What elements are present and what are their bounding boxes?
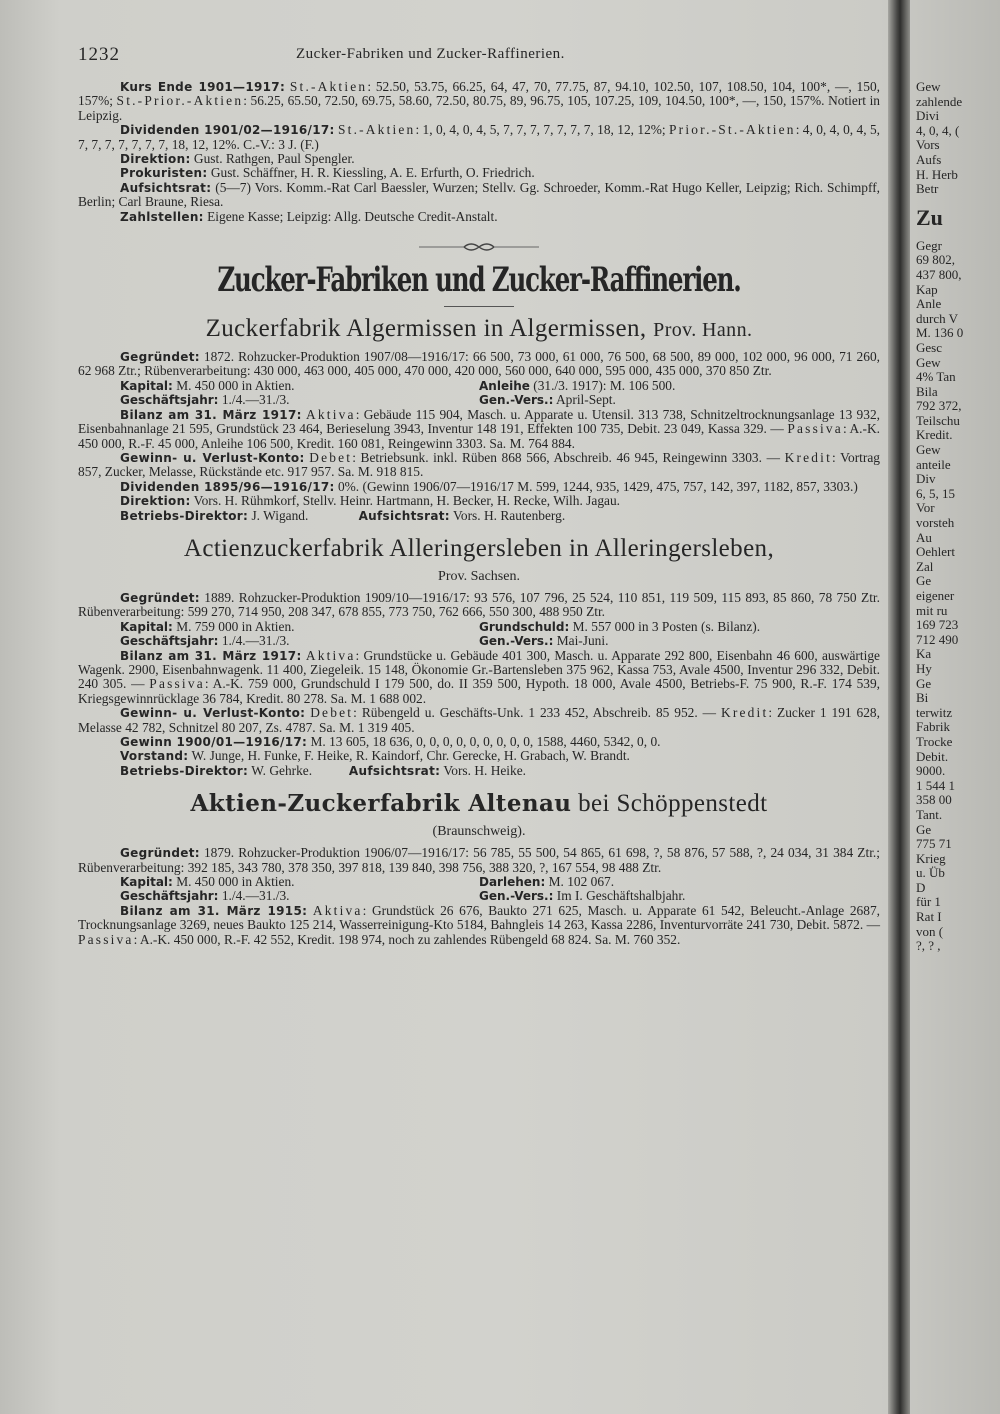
general-meeting: Gen.-Vers.: April-Sept. — [479, 392, 616, 408]
fragment-line: Aufs — [916, 151, 942, 167]
fragment-line: Gew — [916, 354, 941, 370]
fragment-line: Kredit. — [916, 427, 953, 443]
fragment-line: Ge — [916, 573, 932, 589]
fragment-line: durch V — [916, 310, 959, 326]
fragment-line: 792 372, — [916, 398, 962, 414]
fragment-line: 69 802, — [916, 252, 955, 268]
capital: Kapital: M. 759 000 in Aktien. — [120, 618, 295, 634]
prev-dividenden: Dividenden 1901/02—1916/17: St.-Aktien: 1, 0, 4, 0, 4, 5, 7, 7, 7, 7, 7, 7, 7, 18, 12, 12%; Prior.-St.-Aktien: 4, 0, 4, 0, 4, 5, 7, 7, 7, 7, 7, 7, 7, 18, 12, 12%. C.-V.: 3 J. (F.) — [78, 122, 880, 152]
loan: Anleihe (31./3. 1917): M. 106 500. — [479, 377, 676, 393]
company-alleringersleben — [78, 535, 880, 778]
founding-production: Gegründet: 1889. Rohzucker-Produktion 1909/10—1916/17: 93 576, 107 796, 25 524, 110 851, 119 509, 115 893, 85 860, 78 750 Ztr. Rübenverarbeitung: 599 270, 714 950, 208 347, 678 855, 773 750, 762 666, 550 300, 488 950 Ztr. — [78, 589, 880, 620]
fragment-line: Divi — [916, 108, 940, 124]
fragment-line: Hy — [916, 660, 932, 676]
fragment-line: Ka — [916, 646, 932, 662]
founding-production: Gegründet: 1879. Rohzucker-Produktion 1906/07—1916/17: 56 785, 55 500, 54 865, 61 698, ?, 58 876, 57 588, ?, 24 034, 31 384 Ztr.; Rübenverarbeitung: 392 185, 343 780, 378 350, 397 818, 139 840, 398 756, 388 320, ?, 167 554, 98 488 Ztr. — [78, 845, 880, 875]
company-algermissen — [78, 315, 880, 523]
fragment-line: Gew — [916, 80, 941, 94]
fragment-line: Tant. — [916, 806, 943, 822]
company-title — [78, 315, 880, 344]
fragment-line: zahlende — [916, 93, 963, 109]
fragment-line: Krieg — [916, 850, 946, 866]
adjacent-page-fragment — [916, 80, 1000, 954]
fragment-line: ?, ? , — [916, 938, 941, 954]
founding-production: Gegründet: 1872. Rohzucker-Produktion 1907/08—1916/17: 66 500, 73 000, 61 000, 76 500, 68 500, 89 000, 102 000, 96 000, 71 260, 62 968 Ztr.; Rübenverarbeitung: 430 000, 463 000, 405 000, 470 000, 420 000, 560 000, 640 000, 595 000, 435 000, 370 850 Ztr. — [78, 349, 880, 379]
fiscal-row — [78, 634, 880, 648]
fiscal-row — [78, 393, 880, 407]
fiscal-year: Geschäftsjahr: 1./4.—31./3. — [120, 633, 290, 649]
fragment-line: 4% Tan — [916, 369, 956, 385]
fragment-line: Trocke — [916, 733, 953, 749]
fragment-line: Fabrik — [916, 719, 950, 735]
management: Direktion: Vors. H. Rühmkorf, Stellv. Heinr. Hartmann, H. Becker, H. Recke, Wilh. Jagau. — [120, 493, 621, 509]
fragment-line: Bi — [916, 690, 929, 706]
fragment-line: terwitz — [916, 704, 953, 720]
fragment-line: 169 723 — [916, 617, 959, 633]
company-region: (Braunschweig). — [432, 824, 526, 840]
fragment-line: Bila — [916, 383, 938, 399]
capital-row — [78, 379, 880, 393]
fragment-line: eigener — [916, 588, 955, 603]
fragment-line: Teilschu — [916, 412, 960, 428]
profit-loss: Gewinn- u. Verlust-Konto: Debet: Rübengeld u. Geschäfts-Unk. 1 233 452, Abschreib. 85 952. — Kredit: Zucker 1 191 628, Melasse 42 782, Schnitzel 80 207, Zs. 4787. Sa. M. 1 319 405. — [78, 705, 880, 735]
fragment-line: Rat I — [916, 909, 942, 925]
dividends: Dividenden 1895/96—1916/17: 0%. (Gewinn 1906/07—1916/17 M. 599, 1244, 935, 1429, 475, 757, 142, 397, 1182, 857, 3303.) — [120, 478, 858, 494]
fragment-line: Debit. — [916, 748, 949, 764]
balance-sheet: Bilanz am 31. März 1915: Aktiva: Grundstück 26 676, Baukto 271 625, Masch. u. Apparate 61 542, Beleucht.-Anlage 2687, Trocknungsanlage 3269, neues Baukto 125 214, Wasserreinigung-Kto 5184, Bahngleis 14 263, Kassa 2286, Inventurvorräte 241 730, Debit. 5872. — Passiva: A.-K. 450 000, R.-F. 42 552, Kredit. 198 974, noch zu zahlendes Rübengeld 68 824. Sa. M. 760 352. — [78, 902, 880, 947]
general-meeting: Gen.-Vers.: Mai-Juni. — [479, 633, 609, 649]
fragment-line: 358 00 — [916, 792, 952, 808]
balance-sheet: Bilanz am 31. März 1917: Aktiva: Grundstücke u. Gebäude 401 300, Masch. u. Apparate 292 800, Eisenbahn 46 600, auswärtige Wagenk. 2900, Eisenbahnwagenk. 11 400, Ziegeleik. 15 148, Ökonomie Gr.-Bartensleben 375 962, Kassa 753, Avale 4500, Inventur 296 332, Debit. 240 305. — Passiva: A.-K. 759 000, Grundschuld I 179 500, do. II 359 500, Hypoth. 18 000, Avale 4500, Betriebs-F. 75 900, R.-F. 174 539, Kriegsgewinnrücklage 36 784, Kredit. 80 278. Sa. M. 1 688 002. — [78, 647, 881, 706]
fragment-line: anteile — [916, 456, 951, 472]
prev-prokuristen: Prokuristen: Gust. Schäffner, H. R. Kiessling, A. E. Erfurth, O. Friedrich. — [120, 165, 535, 181]
fragment-line: 4, 0, 4, ( — [916, 122, 960, 138]
capital-row — [78, 620, 880, 634]
fragment-line: u. Üb — [916, 865, 945, 881]
directors: Betriebs-Direktor: J. Wigand. Aufsichtsrat: Vors. H. Rautenberg. — [120, 507, 566, 523]
fragment-line: Gegr — [916, 237, 942, 253]
page-fold — [888, 0, 910, 1414]
company-title: Actienzuckerfabrik Alleringersleben in Alleringersleben, — [183, 534, 775, 562]
fragment-line: Gesc — [916, 339, 942, 355]
fragment-line: 1 544 1 — [916, 777, 955, 793]
company-province: Prov. Sachsen. — [438, 568, 520, 584]
section-title: Zucker-Fabriken und Zucker-Raffinerien. — [217, 260, 741, 301]
capital: Kapital: M. 450 000 in Aktien. — [120, 377, 295, 393]
prev-direktion: Direktion: Gust. Rathgen, Paul Spengler. — [120, 151, 355, 167]
title-rule — [444, 306, 514, 307]
fragment-line: mit ru — [916, 602, 948, 618]
fragment-line: Ge — [916, 821, 932, 837]
fragment-line: Div — [916, 471, 936, 487]
fiscal-row — [78, 889, 880, 903]
land-charge: Grundschuld: M. 557 000 in 3 Posten (s. Bilanz). — [479, 618, 761, 634]
fragment-line: Ge — [916, 675, 932, 691]
prev-kurs: Kurs Ende 1901—1917: St.-Aktien: 52.50, 53.75, 66.25, 64, 47, 70, 77.75, 87, 94.10, 102.50, 107, 108.50, 104, 100*, —, 150, 157%; St.-Prior.-Aktien: 56.25, 65.50, 72.50, 69.75, 58.60, 72.50, 80.75, 89, 96.75, 105, 107.25, 109, 104.50, 100*, —, 150, 157%. Notiert in Leipzig. — [78, 79, 880, 123]
fragment-line: 9000. — [916, 763, 946, 779]
fragment-line: vorsteh — [916, 515, 955, 531]
fiscal-year: Geschäftsjahr: 1./4.—31./3. — [120, 392, 290, 408]
company-name: Zuckerfabrik Algermissen in Algermissen, — [205, 315, 647, 343]
capital-row — [78, 875, 880, 889]
profit-loss: Gewinn- u. Verlust-Konto: Debet: Betriebsunk. inkl. Rüben 868 566, Abschreib. 46 945, Reingewinn 3303. — Kredit: Vortrag 857, Zucker, Melasse, Rückstände etc. 917 957. Sa. M. 918 815. — [78, 449, 880, 480]
fiscal-year: Geschäftsjahr: 1./4.—31./3. — [120, 888, 290, 904]
fragment-line: Oehlert — [916, 544, 955, 560]
fragment-line: 6, 5, 15 — [916, 485, 955, 501]
previous-entry — [78, 80, 880, 224]
fragment-line: Betr — [916, 181, 939, 197]
profit-history: Gewinn 1900/01—1916/17: M. 13 605, 18 636, 0, 0, 0, 0, 0, 0, 0, 0, 0, 1588, 4460, 5342, 0, 0. — [120, 734, 661, 749]
board: Vorstand: W. Junge, H. Funke, F. Heike, R. Kaindorf, Chr. Gerecke, H. Grabach, W. Brandt. — [120, 748, 630, 764]
directors: Betriebs-Direktor: W. Gehrke. Aufsichtsrat: Vors. H. Heike. — [120, 762, 527, 778]
fragment-line: Au — [916, 529, 932, 545]
fragment-line: für 1 — [916, 894, 941, 910]
fragment-line: Kap — [916, 281, 938, 297]
general-meeting: Gen.-Vers.: Im I. Geschäftshalbjahr. — [479, 888, 686, 904]
fragment-line: M. 136 0 — [916, 325, 964, 341]
fragment-line: Vors — [916, 137, 940, 153]
page-number: 1232 — [78, 44, 120, 65]
fragment-line: Anle — [916, 296, 942, 312]
company-province: Prov. Hann. — [653, 319, 753, 342]
fragment-line: Gew — [916, 442, 941, 458]
balance-sheet: Bilanz am 31. März 1917: Aktiva: Gebäude 115 904, Masch. u. Apparate u. Utensil. 313 738, Schnitzeltrocknungsanlage 13 932, Eisenbahnanlage 21 595, Grundstück 23 464, Berieselung 3943, Inventur 148 191, Effekten 100 735, Debit. 23 049, Kassa 329. — Passiva: A.-K. 450 000, R.-F. 45 000, Anleihe 106 500, Kredit. 160 081, Reingewinn 3303. Sa. M. 764 884. — [78, 406, 881, 451]
prev-zahlstellen: Zahlstellen: Eigene Kasse; Leipzig: Allg. Deutsche Credit-Anstalt. — [120, 208, 498, 224]
capital: Kapital: M. 450 000 in Aktien. — [120, 874, 295, 890]
loan: Darlehen: M. 102 067. — [479, 874, 615, 890]
main-column — [78, 38, 880, 947]
company-location: bei Schöppenstedt — [578, 790, 768, 818]
company-altenau — [78, 790, 880, 947]
fragment-line: Zu — [916, 204, 943, 230]
fragment-line: Zal — [916, 558, 934, 574]
running-title: Zucker-Fabriken und Zucker-Raffinerien. — [296, 46, 565, 62]
fragment-line: von ( — [916, 923, 944, 939]
running-header — [78, 38, 880, 74]
fragment-line: 712 490 — [916, 631, 959, 647]
company-title — [78, 790, 880, 818]
fragment-line: H. Herb — [916, 166, 958, 182]
prev-aufsichtsrat: Aufsichtsrat: (5—7) Vors. Komm.-Rat Carl Baessler, Wurzen; Stellv. Gg. Schroeder, Komm.-Rat Hugo Keller, Leipzig; Rich. Schimpff, Berlin; Carl Braune, Riesa. — [78, 179, 880, 210]
fragment-line: 775 71 — [916, 836, 952, 852]
fragment-line: 437 800, — [916, 266, 962, 282]
fragment-line: D — [916, 879, 926, 895]
ornament-divider — [78, 238, 880, 252]
company-name: Aktien-Zuckerfabrik Altenau — [190, 790, 572, 818]
fragment-line: Vor — [916, 500, 935, 516]
